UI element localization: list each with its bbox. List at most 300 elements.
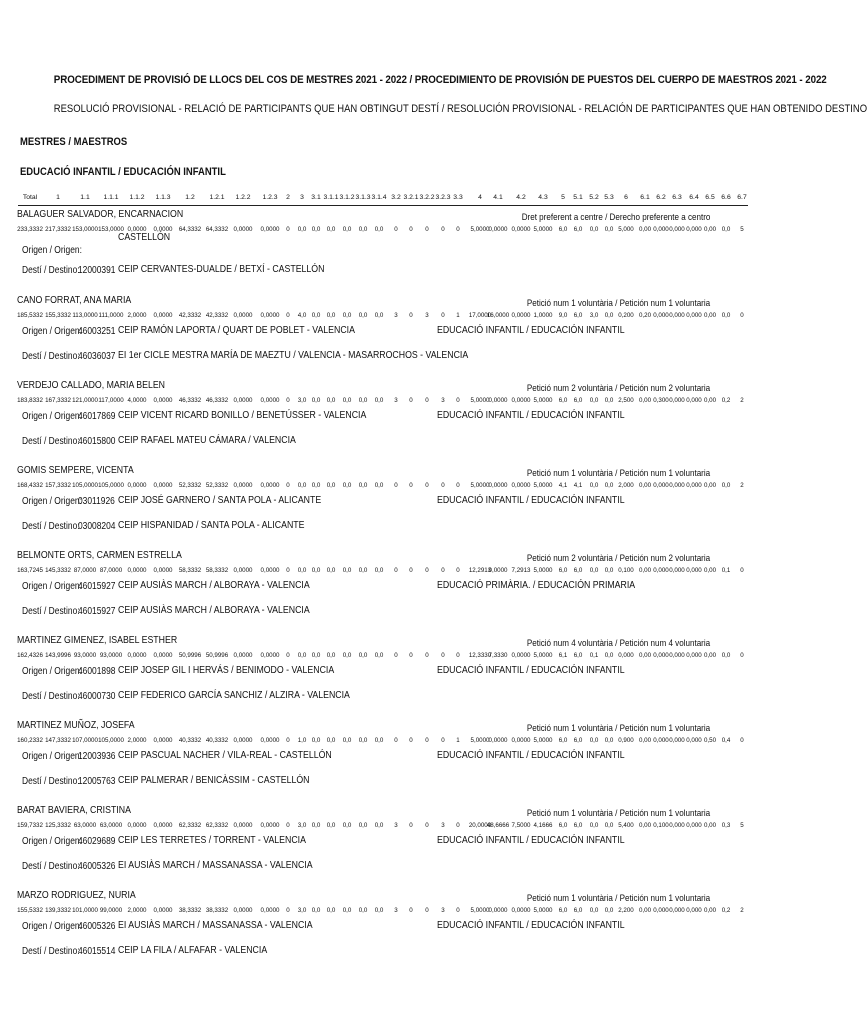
score-cell: 0 (409, 482, 413, 489)
score-cell: 0 (425, 567, 429, 574)
score-cell: 0,0 (358, 822, 368, 829)
participant-name: BELMONTE ORTS, CARMEN ESTRELLA (17, 550, 182, 561)
column-header-3-1-2: 3.1.2 (339, 194, 355, 201)
score-cell: 0,0 (604, 567, 614, 574)
score-cell: 0,0000 (511, 397, 531, 404)
score-cell: 46,3332 (178, 397, 202, 404)
participant-record (0, 720, 768, 800)
origin-label: Origen / Origen: (22, 496, 82, 507)
column-header-6-1: 6.1 (640, 194, 650, 201)
score-cell: 6,0 (558, 737, 568, 744)
column-header-4-1: 4.1 (493, 194, 503, 201)
score-cell: 1 (456, 737, 460, 744)
score-cell: 17,0000 (468, 312, 492, 319)
destination-code: 46015800 (78, 436, 116, 447)
score-row (0, 822, 768, 832)
origin-code: 46017869 (78, 411, 116, 422)
score-cell: 0,0 (311, 312, 321, 319)
score-cell: 0 (740, 737, 744, 744)
score-cell: 0,0 (374, 226, 384, 233)
origin-label: Origen / Origen: (22, 751, 82, 762)
score-cell: 0 (441, 652, 445, 659)
score-cell: 0,0 (589, 567, 599, 574)
column-header-5-2: 5.2 (589, 194, 599, 201)
score-cell: 0,0000 (127, 226, 147, 233)
score-cell: 0,0000 (488, 907, 508, 914)
origin-label: Origen / Origen: (22, 836, 82, 847)
origin-center: CASTELLÓN (118, 232, 171, 243)
destination-code: 46005326 (78, 861, 116, 872)
score-cell: 3 (394, 822, 398, 829)
origin-specialty: EDUCACIÓ INFANTIL / EDUCACIÓN INFANTIL (437, 495, 625, 506)
score-cell: 0 (456, 482, 460, 489)
score-cell: 1,0000 (533, 312, 553, 319)
score-cell: 117,0000 (98, 397, 124, 404)
score-cell: 4,0000 (127, 397, 147, 404)
score-cell: 0,900 (618, 737, 634, 744)
origin-code: 12003936 (78, 751, 116, 762)
destination-code: 46036037 (78, 351, 116, 362)
score-cell: 0,00 (703, 822, 717, 829)
score-row (0, 397, 768, 407)
score-cell: 0,00 (638, 482, 652, 489)
section-specialty-heading: EDUCACIÓ INFANTIL / EDUCACIÓN INFANTIL (20, 166, 226, 178)
score-cell: 0,0 (721, 652, 731, 659)
score-cell: 147,3332 (45, 737, 71, 744)
score-cell: 4,1 (558, 482, 568, 489)
score-cell: 0 (409, 652, 413, 659)
score-cell: 0,0000 (488, 397, 508, 404)
origin-label: Origen / Origen: (22, 581, 82, 592)
score-cell: 0,0 (604, 397, 614, 404)
score-cell: 0,0000 (260, 397, 280, 404)
score-cell: 0,0 (311, 737, 321, 744)
score-cell: 0,0 (311, 822, 321, 829)
score-cell: 105,0000 (98, 482, 124, 489)
score-cell: 0,000 (669, 737, 685, 744)
score-cell: 107,0000 (72, 737, 98, 744)
column-header-6-4: 6.4 (689, 194, 699, 201)
score-cell: 0 (740, 567, 744, 574)
score-cell: 0 (409, 907, 413, 914)
score-cell: 0 (441, 567, 445, 574)
score-cell: 105,0000 (72, 482, 98, 489)
origin-label: Origen / Origen: (22, 326, 82, 337)
score-cell: 48,6666 (486, 822, 510, 829)
column-header-1-1-3: 1.1.3 (155, 194, 171, 201)
score-cell: 0,000 (669, 567, 685, 574)
score-cell: 0,0 (326, 822, 336, 829)
column-header-1-2-3: 1.2.3 (262, 194, 278, 201)
score-cell: 62,3332 (178, 822, 202, 829)
score-cell: 7,2913 (511, 567, 531, 574)
score-cell: 0,0000 (153, 482, 173, 489)
score-cell: 0,0000 (511, 312, 531, 319)
column-header-1-2-1: 1.2.1 (209, 194, 225, 201)
score-cell: 0,0000 (488, 567, 508, 574)
score-cell: 111,0000 (98, 312, 124, 319)
score-cell: 139,3332 (45, 907, 71, 914)
score-cell: 2,500 (618, 397, 634, 404)
score-cell: 0 (456, 907, 460, 914)
score-cell: 0 (394, 482, 398, 489)
column-header-3-2-3: 3.2.3 (435, 194, 451, 201)
origin-code: 46005326 (78, 921, 116, 932)
score-cell: 0,0000 (260, 312, 280, 319)
score-cell: 6,0 (573, 652, 583, 659)
score-cell: 233,3332 (17, 226, 43, 233)
score-cell: 0,0 (358, 482, 368, 489)
column-header-5-1: 5.1 (573, 194, 583, 201)
score-cell: 0,00 (703, 312, 717, 319)
destination-code: 03008204 (78, 521, 116, 532)
score-cell: 87,0000 (73, 567, 97, 574)
score-cell: 0,000 (653, 907, 669, 914)
score-cell: 6,0 (573, 226, 583, 233)
score-cell: 0,0 (358, 397, 368, 404)
score-cell: 0,0000 (153, 226, 173, 233)
origin-center: CEIP VICENT RICARD BONILLO / BENETÚSSER - VALENCIA (118, 410, 367, 421)
section-body-heading: MESTRES / MAESTROS (20, 136, 128, 148)
score-cell: 0,0 (326, 737, 336, 744)
score-cell: 0,0000 (260, 652, 280, 659)
score-cell: 0,0 (604, 737, 614, 744)
score-cell: 0,000 (669, 397, 685, 404)
score-cell: 99,0000 (99, 907, 123, 914)
score-cell: 0,000 (686, 822, 702, 829)
score-cell: 0,0 (374, 482, 384, 489)
score-cell: 5,0000 (533, 737, 553, 744)
score-cell: 3 (441, 822, 445, 829)
score-cell: 46,3332 (205, 397, 229, 404)
origin-center: CEIP JOSEP GIL I HERVÁS / BENIMODO - VALENCIA (118, 665, 335, 676)
score-cell: 0,000 (686, 907, 702, 914)
origin-code: 46001898 (78, 666, 116, 677)
destination-center: CEIP PALMERAR / BENICÀSSIM - CASTELLÓN (118, 775, 310, 786)
score-cell: 0,0000 (233, 737, 253, 744)
column-header-3-1: 3.1 (311, 194, 321, 201)
score-cell: 0,0 (604, 907, 614, 914)
score-cell: 12,2913 (468, 567, 492, 574)
score-cell: 93,0000 (73, 652, 97, 659)
column-header-3-1-1: 3.1.1 (323, 194, 339, 201)
score-cell: 0,0 (326, 397, 336, 404)
score-cell: 0 (409, 226, 413, 233)
origin-label: Origen / Origen: (22, 666, 82, 677)
score-cell: 6,0 (558, 397, 568, 404)
origin-center: CEIP LES TERRETES / TORRENT - VALENCIA (118, 835, 306, 846)
score-cell: 5,0000 (470, 226, 490, 233)
score-cell: 0,0000 (233, 482, 253, 489)
request-type: Petició num 1 voluntària / Petición num 1 voluntaria (526, 892, 710, 903)
column-header-6-7: 6.7 (737, 194, 747, 201)
score-cell: 121,0000 (72, 397, 98, 404)
destination-code: 12005763 (78, 776, 116, 787)
participant-name: CANO FORRAT, ANA MARIA (17, 295, 132, 306)
score-cell: 0,0 (326, 567, 336, 574)
score-cell: 16,0000 (486, 312, 510, 319)
score-cell: 42,3332 (178, 312, 202, 319)
score-cell: 0,0 (358, 312, 368, 319)
column-header-3-2-2: 3.2.2 (419, 194, 435, 201)
score-cell: 3,0 (589, 312, 599, 319)
score-cell: 0,0000 (127, 482, 147, 489)
score-cell: 0,0 (342, 312, 352, 319)
request-type: Petició num 2 voluntària / Petición num 2 voluntaria (526, 382, 710, 393)
score-cell: 2 (740, 397, 744, 404)
score-cell: 5 (740, 822, 744, 829)
score-cell: 0,0 (311, 482, 321, 489)
participant-name: GOMIS SEMPERE, VICENTA (17, 465, 134, 476)
score-cell: 0,00 (638, 652, 652, 659)
score-cell: 0,000 (669, 312, 685, 319)
score-row (0, 482, 768, 492)
request-type: Petició num 1 voluntària / Petición num 1 voluntaria (526, 467, 710, 478)
score-cell: 6,0 (558, 226, 568, 233)
score-cell: 0 (425, 822, 429, 829)
score-cell: 3,0 (297, 822, 307, 829)
score-cell: 0,00 (638, 567, 652, 574)
score-cell: 0 (286, 226, 290, 233)
destination-label: Destí / Destino: (22, 436, 80, 447)
score-cell: 0,0 (326, 482, 336, 489)
column-header-3-1-4: 3.1.4 (371, 194, 387, 201)
score-cell: 3 (425, 312, 429, 319)
score-cell: 0,000 (669, 822, 685, 829)
participant-record (0, 209, 768, 289)
score-cell: 5,0000 (470, 737, 490, 744)
origin-label: Origen / Origen: (22, 245, 82, 256)
column-header-1-2-2: 1.2.2 (235, 194, 251, 201)
score-row (0, 567, 768, 577)
score-cell: 6,0 (573, 397, 583, 404)
score-cell: 9,0 (558, 312, 568, 319)
score-cell: 0,0 (604, 312, 614, 319)
score-cell: 155,3332 (45, 312, 71, 319)
destination-label: Destí / Destino: (22, 946, 80, 957)
score-cell: 6,0 (573, 567, 583, 574)
score-cell: 0,0000 (233, 397, 253, 404)
score-cell: 3 (441, 397, 445, 404)
score-cell: 0,00 (703, 567, 717, 574)
score-cell: 0,0000 (233, 907, 253, 914)
score-cell: 0,0 (311, 907, 321, 914)
score-cell: 162,4326 (17, 652, 43, 659)
score-cell: 0,0 (342, 567, 352, 574)
origin-label: Origen / Origen: (22, 921, 82, 932)
column-header-5: 5 (561, 194, 565, 201)
score-cell: 0,000 (669, 226, 685, 233)
score-cell: 52,3332 (205, 482, 229, 489)
score-cell: 0,0000 (127, 652, 147, 659)
score-cell: 38,3332 (178, 907, 202, 914)
score-cell: 159,7332 (17, 822, 43, 829)
score-cell: 0,000 (686, 397, 702, 404)
score-cell: 0,000 (686, 737, 702, 744)
score-cell: 6,0 (558, 822, 568, 829)
score-cell: 0,0 (342, 397, 352, 404)
score-cell: 105,0000 (98, 737, 124, 744)
score-cell: 0 (409, 397, 413, 404)
score-cell: 0,000 (669, 907, 685, 914)
destination-code: 46015514 (78, 946, 116, 957)
score-cell: 0 (394, 652, 398, 659)
score-cell: 0,0000 (511, 737, 531, 744)
origin-center: CEIP PASCUAL NACHER / VILA-REAL - CASTELLÓN (118, 750, 332, 761)
score-cell: 58,3332 (205, 567, 229, 574)
score-cell: 0,0000 (260, 907, 280, 914)
origin-specialty: EDUCACIÓ INFANTIL / EDUCACIÓN INFANTIL (437, 835, 625, 846)
score-cell: 0,0000 (511, 907, 531, 914)
score-cell: 0 (456, 226, 460, 233)
score-cell: 0 (394, 567, 398, 574)
participant-name: BALAGUER SALVADOR, ENCARNACION (17, 209, 184, 220)
participant-record (0, 890, 768, 970)
score-cell: 7,5000 (511, 822, 531, 829)
column-header-2: 2 (286, 194, 290, 201)
score-cell: 0,000 (669, 482, 685, 489)
score-cell: 5,400 (618, 822, 634, 829)
score-cell: 0,0 (342, 907, 352, 914)
origin-code: 46015927 (78, 581, 116, 592)
score-cell: 0,2 (721, 397, 731, 404)
column-header-1-1-1: 1.1.1 (103, 194, 119, 201)
score-cell: 5,0000 (470, 907, 490, 914)
column-header-3-1-3: 3.1.3 (355, 194, 371, 201)
destination-label: Destí / Destino: (22, 606, 80, 617)
score-row (0, 737, 768, 747)
score-cell: 0,0 (342, 226, 352, 233)
score-cell: 0,0 (358, 737, 368, 744)
column-header-3: 3 (300, 194, 304, 201)
score-cell: 0 (425, 397, 429, 404)
score-cell: 0 (740, 652, 744, 659)
score-cell: 5,000 (618, 226, 634, 233)
score-cell: 217,3332 (45, 226, 71, 233)
score-cell: 0,000 (653, 652, 669, 659)
score-cell: 1,0 (297, 737, 307, 744)
score-cell: 6,0 (573, 822, 583, 829)
score-cell: 0 (409, 567, 413, 574)
destination-code: 12000391 (78, 265, 116, 276)
score-cell: 0,000 (653, 737, 669, 744)
score-cell: 143,9996 (45, 652, 71, 659)
score-cell: 0,0 (326, 226, 336, 233)
destination-center: CEIP AUSIÀS MARCH / ALBORAYA - VALENCIA (118, 605, 310, 616)
score-cell: 52,3332 (178, 482, 202, 489)
score-cell: 153,0000 (72, 226, 98, 233)
score-cell: 0,00 (638, 737, 652, 744)
score-cell: 3,0 (297, 907, 307, 914)
score-cell: 0,0 (721, 312, 731, 319)
score-cell: 0,00 (638, 397, 652, 404)
document-subtitle: RESOLUCIÓ PROVISIONAL - RELACIÓ DE PARTICIPANTS QUE HAN OBTINGUT DESTÍ / RESOLUCIÓN PROVISIONAL - RELACIÓN DE PARTICIPANTES QUE HAN OBTENIDO DESTINO (53, 103, 867, 115)
score-cell: 0,0000 (260, 822, 280, 829)
participant-record (0, 465, 768, 545)
score-cell: 0 (425, 907, 429, 914)
score-cell: 0,0 (311, 397, 321, 404)
origin-specialty: EDUCACIÓ INFANTIL / EDUCACIÓN INFANTIL (437, 750, 625, 761)
score-cell: 0 (456, 652, 460, 659)
score-cell: 0,0000 (153, 567, 173, 574)
score-cell: 3 (394, 397, 398, 404)
request-type: Dret preferent a centre / Derecho preferente a centro (521, 211, 710, 222)
score-cell: 0,1 (589, 652, 599, 659)
score-cell: 0,0 (297, 482, 307, 489)
participant-name: MARTINEZ GIMENEZ, ISABEL ESTHER (17, 635, 178, 646)
score-cell: 0,0 (311, 652, 321, 659)
column-header-6-6: 6.6 (721, 194, 731, 201)
score-cell: 5,0000 (533, 397, 553, 404)
score-cell: 3,0 (297, 397, 307, 404)
score-row (0, 907, 768, 917)
score-cell: 0,4 (721, 737, 731, 744)
score-cell: 0,0000 (488, 482, 508, 489)
score-cell: 0,0 (589, 822, 599, 829)
origin-center: EI AUSIÀS MARCH / MASSANASSA - VALENCIA (118, 920, 313, 931)
score-cell: 0,00 (703, 652, 717, 659)
score-cell: 0,0 (589, 907, 599, 914)
score-cell: 0,00 (703, 226, 717, 233)
score-cell: 0,00 (638, 226, 652, 233)
score-cell: 3 (394, 312, 398, 319)
score-cell: 2,0000 (127, 312, 147, 319)
score-cell: 0 (441, 482, 445, 489)
score-cell: 0,0 (604, 652, 614, 659)
score-cell: 0,0 (342, 822, 352, 829)
score-cell: 0,000 (653, 482, 669, 489)
score-cell: 0 (394, 737, 398, 744)
column-header-1-1: 1.1 (80, 194, 90, 201)
score-cell: 3 (441, 907, 445, 914)
score-cell: 160,2332 (17, 737, 43, 744)
score-cell: 0 (286, 907, 290, 914)
score-cell: 113,0000 (72, 312, 98, 319)
column-header-5-3: 5.3 (604, 194, 614, 201)
participant-name: MARZO RODRIGUEZ, NURIA (17, 890, 136, 901)
score-cell: 0 (286, 652, 290, 659)
origin-specialty: EDUCACIÓ PRIMÀRIA. / EDUCACIÓN PRIMARIA (437, 580, 636, 591)
score-cell: 0,2 (721, 907, 731, 914)
score-cell: 101,0000 (72, 907, 98, 914)
score-cell: 0,000 (653, 226, 669, 233)
request-type: Petició num 2 voluntària / Petición num 2 voluntaria (526, 552, 710, 563)
score-cell: 125,3332 (45, 822, 71, 829)
request-type: Petició num 4 voluntària / Petición num 4 voluntaria (526, 637, 710, 648)
score-cell: 0,0 (589, 226, 599, 233)
destination-label: Destí / Destino: (22, 861, 80, 872)
score-cell: 0,0 (721, 482, 731, 489)
column-header-6-3: 6.3 (672, 194, 682, 201)
score-cell: 63,0000 (99, 822, 123, 829)
score-cell: 0 (286, 397, 290, 404)
score-row (0, 652, 768, 662)
score-cell: 0,0000 (511, 226, 531, 233)
score-cell: 0 (286, 822, 290, 829)
destination-label: Destí / Destino: (22, 776, 80, 787)
column-header-3-3: 3.3 (453, 194, 463, 201)
score-cell: 0,0 (326, 312, 336, 319)
score-cell: 0,0000 (153, 822, 173, 829)
request-type: Petició num 1 voluntària / Petición num 1 voluntaria (526, 807, 710, 818)
score-cell: 0,0 (326, 652, 336, 659)
column-header-1: 1 (56, 194, 60, 201)
header-rule (18, 205, 748, 206)
destination-label: Destí / Destino: (22, 351, 80, 362)
score-row (0, 312, 768, 322)
column-header-Total: Total (22, 194, 38, 201)
score-cell: 0,0 (342, 737, 352, 744)
